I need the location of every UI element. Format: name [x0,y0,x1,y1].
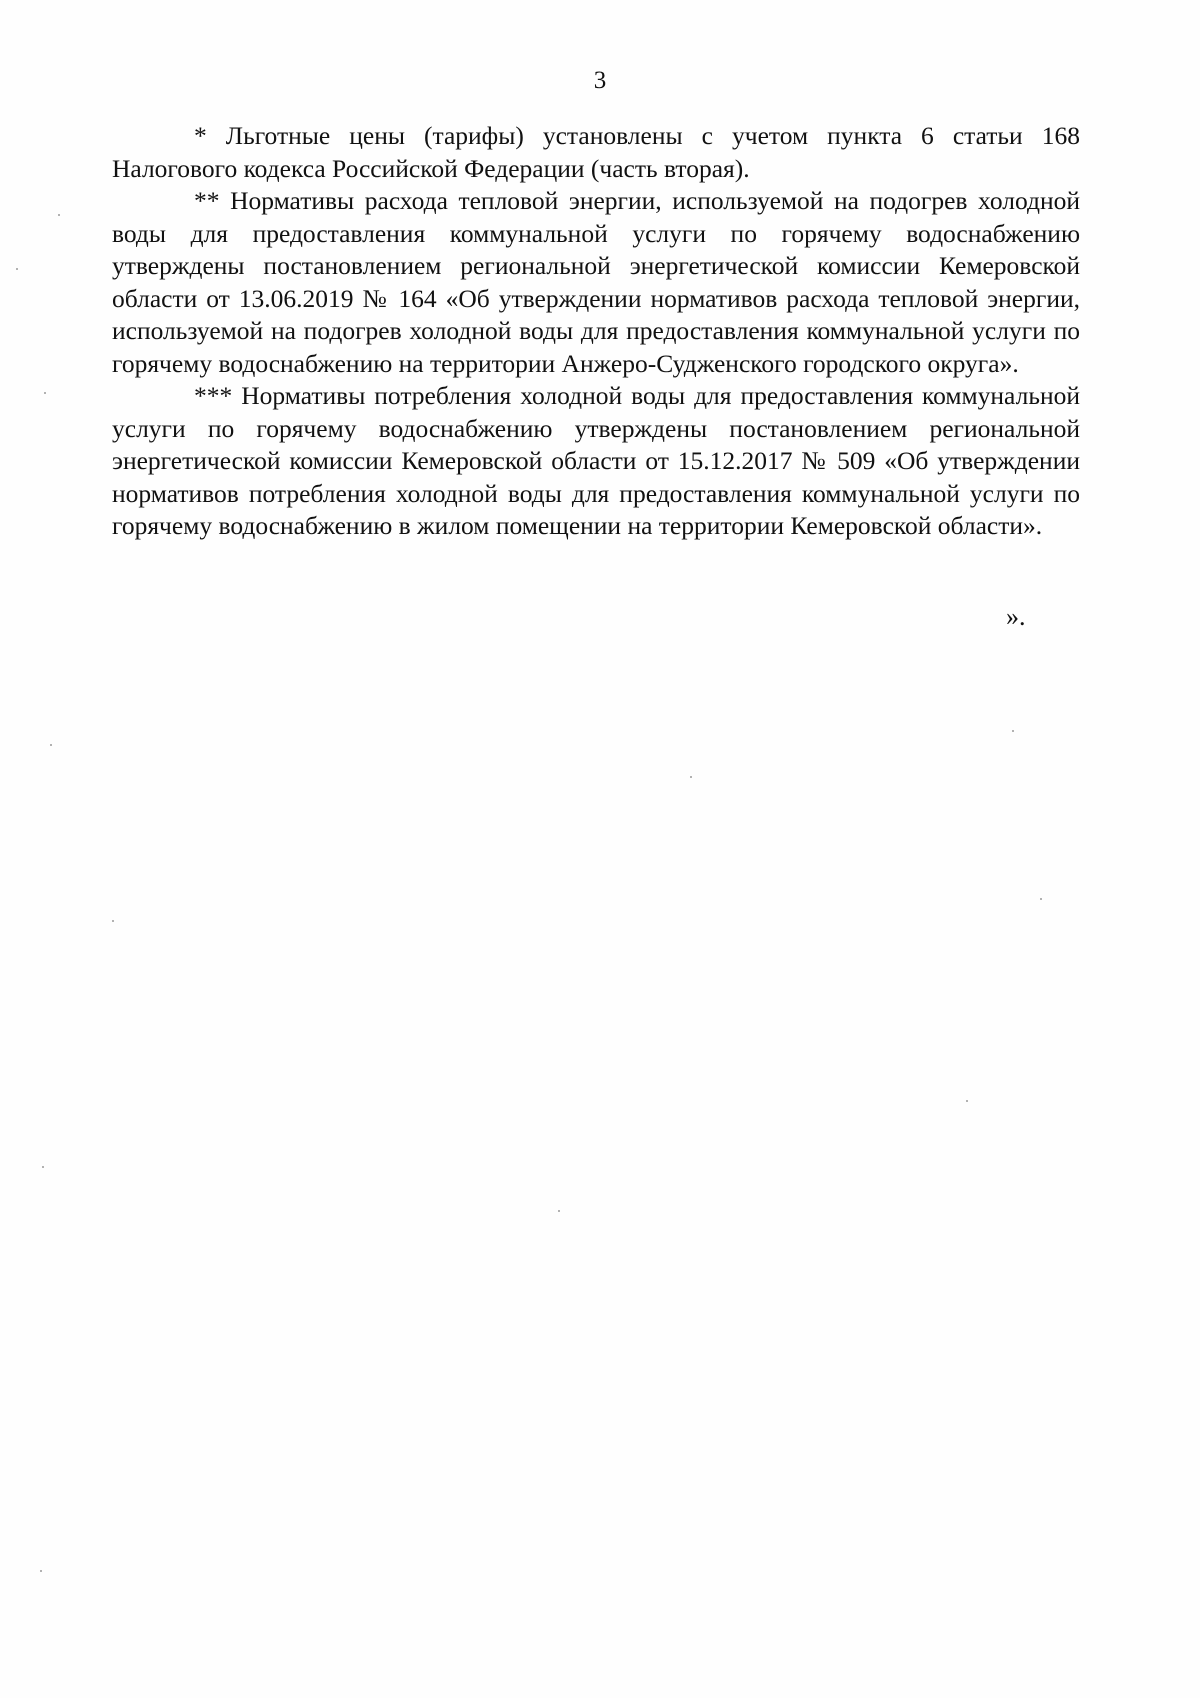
footnotes-block [112,120,1080,543]
scan-speck [16,268,18,270]
footnote-double-asterisk: ** Нормативы расхода тепловой энергии, используемой на подогрев холодной воды для предоставления коммунальной услуги по горячему водоснабжению утверждены постановлением региональной энергетической комиссии Кемеровской области от 13.06.2019 № 164 «Об утверждении нормативов расхода тепловой энергии, используемой на подогрев холодной воды для предоставления коммунальной услуги по горячему водоснабжению на территории Анжеро-Судженского городского округа». [112,186,1080,378]
page-number: 3 [593,67,607,94]
scan-speck [40,1570,42,1572]
scan-speck [1012,730,1014,732]
scan-speck [50,744,52,746]
scan-speck [690,776,692,778]
scan-speck [44,392,46,394]
scan-speck [1040,898,1042,900]
footnote-triple-asterisk: *** Нормативы потребления холодной воды для предоставления коммунальной услуги по горячему водоснабжению утверждены постановлением региональной энергетической комиссии Кемеровской области от 15.12.2017 № 509 «Об утверждении нормативов потребления холодной воды для предоставления коммунальной услуги по горячему водоснабжению в жилом помещении на территории Кемеровской области». [112,381,1080,540]
footnote-single-asterisk: * Льготные цены (тарифы) установлены с учетом пункта 6 статьи 168 Налогового кодекса Российской Федерации (часть вторая). [112,121,1080,183]
scan-speck [42,1166,44,1168]
scan-speck [112,920,114,922]
scan-speck [58,214,60,216]
scan-speck [558,1210,560,1212]
scan-speck [966,1100,968,1102]
closing-quotation-mark: ». [1006,602,1026,631]
